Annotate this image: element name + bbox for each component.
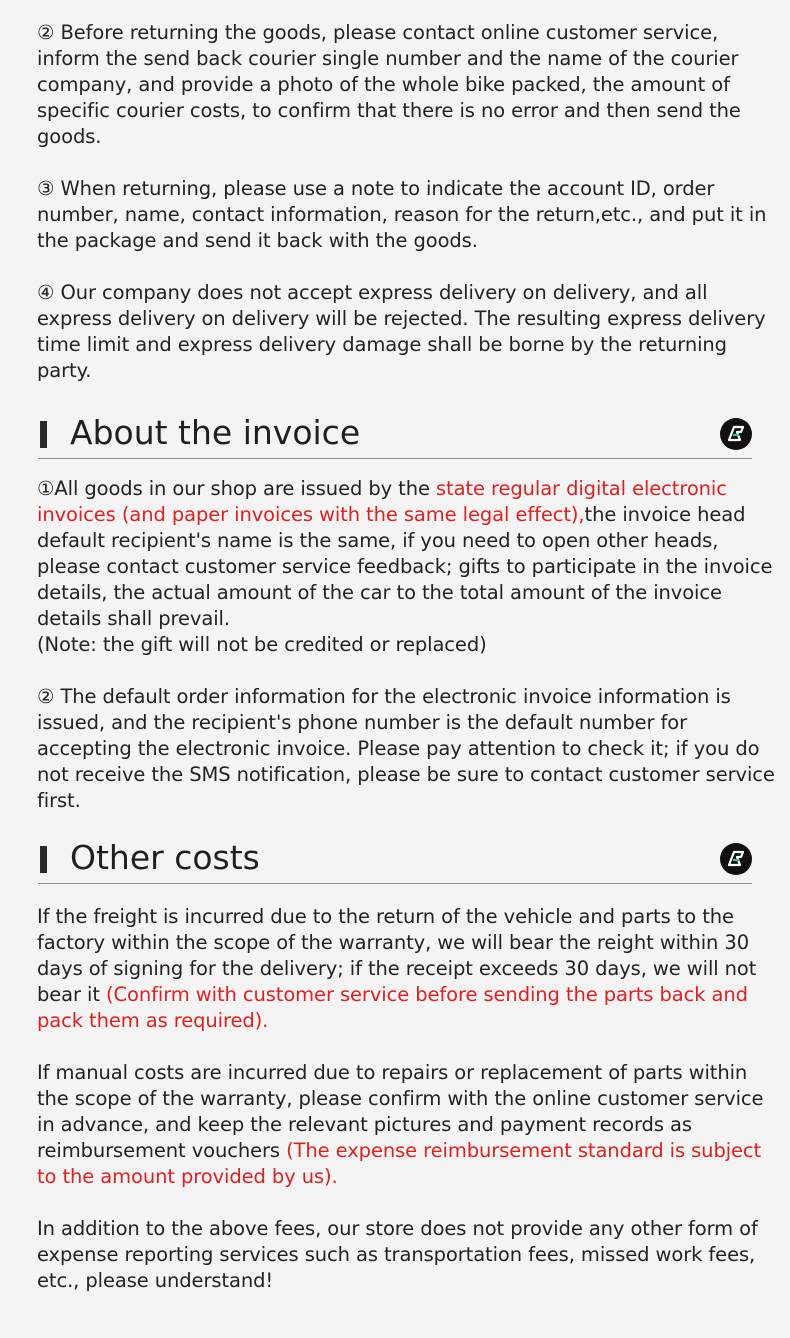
returns-paragraph-2: ② Before returning the goods, please contact online customer service, inform the send back courier single number and the name of the courier company, and provide a photo of the whole bike packed, the amount of specific courier costs, to confirm that there is no error and then send the goods. [37, 21, 741, 148]
costs-section-title: Other costs [70, 838, 260, 877]
brand-logo-icon [720, 418, 752, 450]
costs-p2-highlight: (The expense reimbursement standard is subject to the amount provided by us). [37, 1139, 762, 1188]
section-divider [38, 883, 752, 884]
invoice-note: (Note: the gift will not be credited or replaced) [37, 633, 487, 656]
invoice-paragraph-1 [37, 476, 777, 658]
costs-paragraph-1 [37, 904, 777, 1034]
returns-paragraph-4: ④ Our company does not accept express delivery on delivery, and all express delivery on delivery will be rejected. The resulting express delivery time limit and express delivery damage shall be borne by the returning party. [37, 281, 766, 382]
section-marker-bar [40, 421, 47, 448]
brand-logo-icon [720, 843, 752, 875]
invoice-p1-text: ①All goods in our shop are issued by the [37, 477, 436, 500]
section-divider [38, 458, 752, 459]
section-marker-bar [40, 846, 47, 873]
invoice-section-header [38, 408, 752, 458]
invoice-p1-highlight: state regular digital electronic invoices (and paper invoices with the same legal effect), [37, 477, 727, 526]
costs-p2-text: If manual costs are incurred due to repairs or replacement of parts within the scope of the warranty, please confirm with the online customer service in advance, and keep the relevant pictures and payment records as reimbursement vouchers [37, 1061, 764, 1162]
costs-paragraph-3: In addition to the above fees, our store does not provide any other form of expense reporting services such as transportation fees, missed work fees, etc., please understand! [37, 1217, 758, 1292]
returns-paragraph-3: ③ When returning, please use a note to indicate the account ID, order number, name, contact information, reason for the return,etc., and put it in the package and send it back with the goods. [37, 177, 767, 252]
costs-p1-text: If the freight is incurred due to the return of the vehicle and parts to the factory within the scope of the warranty, we will bear the reight within 30 days of signing for the delivery; if the receipt exceeds 30 days, we will not bear it [37, 905, 757, 1006]
costs-section-header [38, 833, 752, 883]
invoice-p1-text-continued: the invoice head default recipient's name is the same, if you need to open other heads, please contact customer service feedback; gifts to participate in the invoice details, the actual amount of the car to the total amount of the invoice details shall prevail. [37, 503, 773, 630]
invoice-section-title: About the invoice [70, 413, 361, 452]
invoice-paragraph-2: ② The default order information for the electronic invoice information is issued, and the recipient's phone number is the default number for accepting the electronic invoice. Please pay attention to check it; if you do not receive the SMS notification, please be sure to contact customer service first. [37, 685, 775, 812]
costs-paragraph-2 [37, 1060, 777, 1190]
costs-p1-highlight: (Confirm with customer service before sending the parts back and pack them as required). [37, 983, 748, 1032]
